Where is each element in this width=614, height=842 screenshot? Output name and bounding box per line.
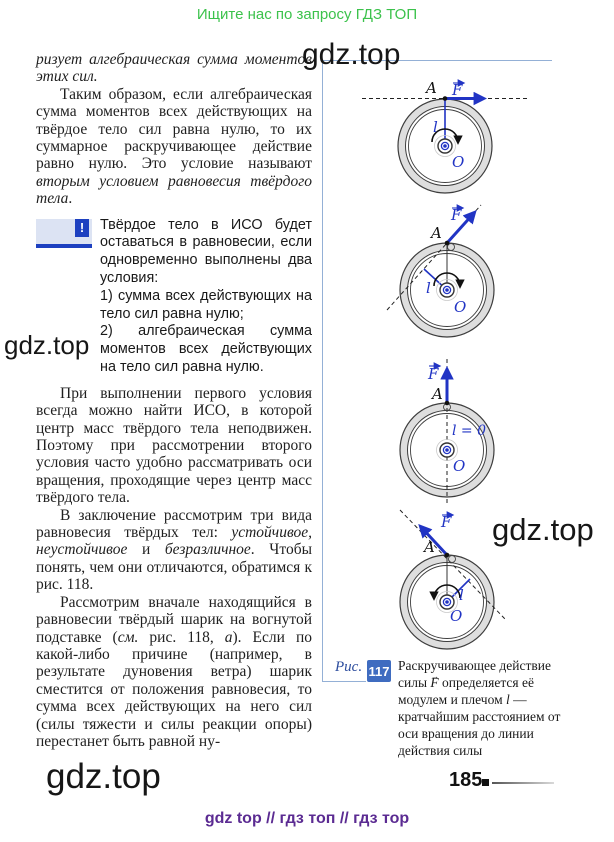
wheel-diagram-diagonal-force-right bbox=[352, 205, 537, 355]
label-F: F bbox=[441, 513, 452, 531]
text-run: В заключение рассмотрим три вида равновесия твёрдых тел: bbox=[36, 506, 312, 542]
text-run: . bbox=[68, 190, 73, 208]
label-O: O bbox=[454, 298, 467, 316]
figure-caption bbox=[398, 657, 570, 759]
text-run: рис. 118, bbox=[138, 628, 225, 646]
italic-text: устойчивое, неустойчивое bbox=[36, 524, 312, 559]
text-run: ). Если по какой-либо причине (например, в результате дуновения ветра) шарик сместится от положения равновесия, то сумма всех действующих на него сил (силы тяжести и силы реакции опоры) перестанет быть равной ну- bbox=[36, 628, 312, 750]
note-intro: Твёрдое тело в ИСО будет оставаться в равновесии, если одновременно выполнены два условия: bbox=[100, 216, 312, 287]
label-l: l bbox=[433, 118, 438, 136]
label-F: F bbox=[451, 206, 462, 224]
watermark-text: gdz.top bbox=[4, 330, 90, 360]
paragraph-continuation bbox=[36, 51, 312, 86]
text-run: . Чтобы понять, чем они отличаются, обратимся к рис. 118. bbox=[36, 541, 312, 594]
note-text bbox=[100, 217, 312, 377]
text-run: Таким образом, если алгебраическая сумма моментов всех действующих на твёрдое тело сил равна нулю, то их суммарное раскручивающее действие равно нулю. Это условие называют bbox=[36, 85, 312, 173]
italic-text: а bbox=[224, 628, 233, 646]
column-divider-rule bbox=[322, 60, 323, 682]
label-l-zero: l = 0 bbox=[452, 423, 487, 439]
note-accent-bar bbox=[36, 244, 92, 248]
italic-text: см. bbox=[117, 628, 139, 646]
exclamation-icon bbox=[36, 219, 92, 248]
body-text-column bbox=[36, 51, 312, 750]
label-A: A bbox=[426, 79, 437, 97]
label-A: A bbox=[432, 385, 443, 403]
label-A: A bbox=[424, 538, 435, 556]
label-F: F bbox=[428, 365, 439, 383]
exclamation-glyph: ! bbox=[79, 219, 85, 235]
text-run: Рассмотрим вначале находящийся в равновесии твёрдый шарик на вогнутой подставке ( bbox=[36, 593, 312, 646]
figure-label: Рис. bbox=[335, 659, 363, 675]
point-A-dot bbox=[445, 241, 450, 246]
paragraph bbox=[36, 86, 312, 208]
note-item-2: 2) алгебраическая сумма моментов всех действующих на тело сил равна нулю. bbox=[100, 323, 312, 376]
F-vector-symbol: F → bbox=[430, 674, 438, 691]
label-l: l bbox=[459, 586, 464, 604]
italic-text: безразличное bbox=[164, 541, 251, 559]
page-number: 185 bbox=[449, 769, 483, 791]
page-number-rule bbox=[492, 782, 554, 784]
point-A-dot bbox=[445, 401, 450, 406]
promo-banner-text: Ищите нас по запросу ГДЗ ТОП bbox=[196, 6, 418, 23]
label-A: A bbox=[431, 224, 442, 242]
watermark-text: gdz.top bbox=[302, 38, 401, 71]
text-run: — кратчайшим расстоянием от оси вращения до линии действия силы bbox=[398, 692, 561, 758]
watermark-text: gdz.top bbox=[46, 757, 161, 796]
point-A-dot bbox=[445, 553, 450, 558]
page-number-marker bbox=[482, 779, 489, 786]
italic-text: ризует алгебраическая сумма моментов этих сил. bbox=[36, 51, 312, 86]
watermark-text: gdz.top bbox=[492, 512, 594, 547]
point-A-dot bbox=[443, 96, 448, 101]
label-O: O bbox=[452, 153, 465, 171]
wheel-diagram-horizontal-force bbox=[352, 80, 537, 210]
l-symbol: l bbox=[506, 692, 510, 707]
italic-text: вторым условием равновесия твёрдого тела bbox=[36, 172, 312, 208]
paragraph: При выполнении первого условия всегда можно найти ИСО, в которой центр масс твёрдого тела неподвижен. Поэтому при рассмотрении второго условия часто удобно рассматривать оси вращения, проходящие через центр масс твёрдого тела. bbox=[36, 384, 312, 507]
figure-label-underline bbox=[322, 681, 366, 682]
exclamation-badge bbox=[75, 219, 89, 237]
footer-text: gdz top // гдз топ // гдз тор bbox=[204, 810, 410, 827]
text-run: определяется её модулем и плечом bbox=[398, 675, 534, 707]
figure-number-badge: 117 bbox=[367, 660, 391, 682]
label-O: O bbox=[450, 607, 463, 625]
paragraph bbox=[36, 594, 312, 751]
text-run: и bbox=[127, 541, 165, 559]
label-l: l bbox=[426, 279, 431, 297]
label-O: O bbox=[453, 457, 466, 475]
text-run: Раскручивающее действие силы bbox=[398, 658, 551, 690]
paragraph bbox=[36, 507, 312, 594]
label-F: F bbox=[452, 81, 463, 99]
wheel-diagram-vertical-force bbox=[352, 357, 537, 507]
note-item-1: 1) сумма всех действующих на тело сил равна нулю; bbox=[100, 287, 312, 322]
